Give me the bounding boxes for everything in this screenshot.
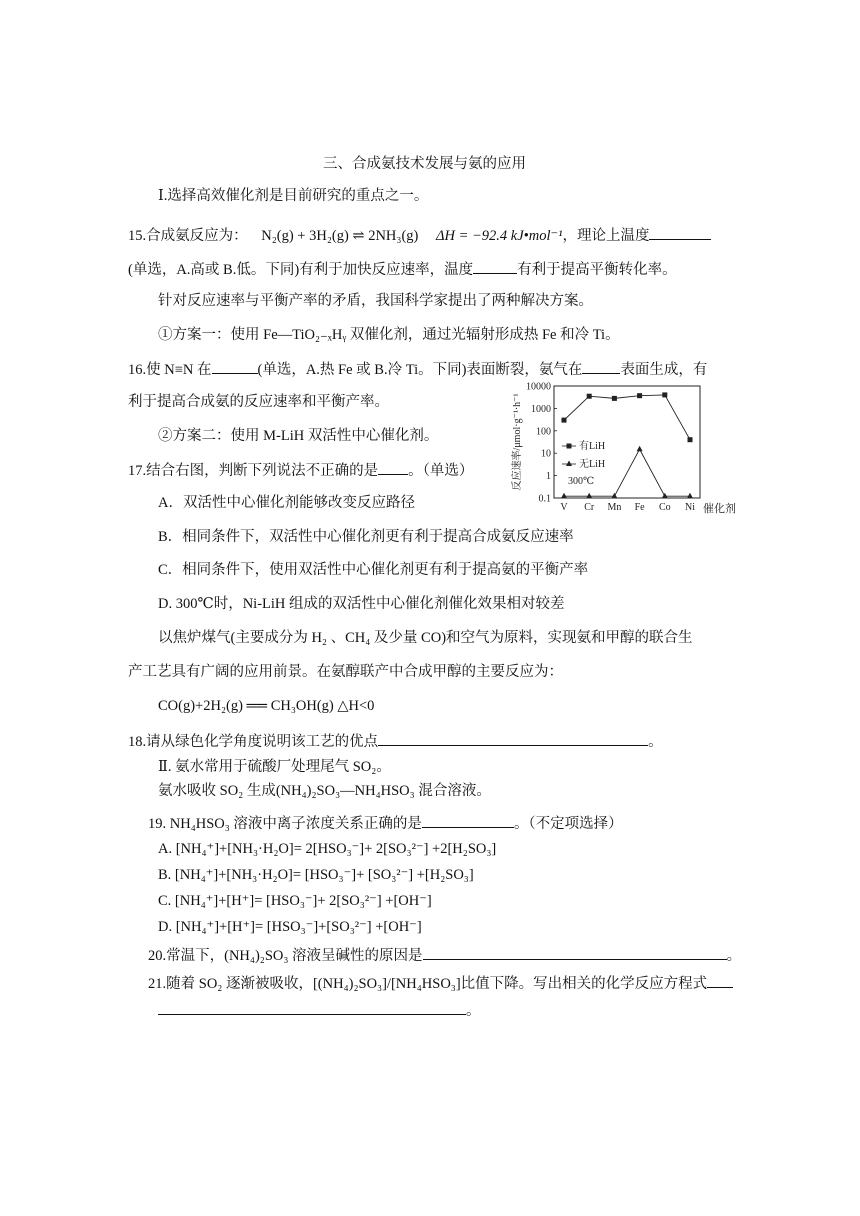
part1-heading: Ⅰ.选择高效催化剂是目前研究的重点之一。 — [158, 188, 429, 204]
x-tick-label: V — [560, 502, 568, 513]
q18-blank[interactable] — [378, 730, 648, 746]
q19-option-b: B. [NH₄⁺]+[NH₃·H₂O]= [HSO₃⁻]+ [SO₃²⁻] +[H₂SO₃] — [158, 867, 474, 883]
reaction-rate-chart — [506, 380, 738, 520]
section-title: 三、合成氨技术发展与氨的应用 — [323, 156, 526, 172]
methanol-equation: CO(g)+2H₂(g) ══ CH₃OH(g) △H<0 — [158, 698, 375, 714]
q19-stem — [148, 812, 623, 834]
intro-methanol-1: 以焦炉煤气(主要成分为 H₂ 、CH₄ 及少量 CO)和空气为原料，实现氨和甲醇的联合生 — [158, 630, 693, 646]
q19-option-a: A. [NH₄⁺]+[NH₃·H₂O]= 2[HSO₃⁻]+ 2[SO₃²⁻] +2[H₂SO₃] — [158, 841, 497, 857]
q15-blank-2[interactable] — [473, 258, 517, 274]
x-tick-label: Ni — [685, 502, 695, 513]
q18-text: 18.请从绿色化学角度说明该工艺的优点 — [128, 734, 379, 750]
x-tick-label: Fe — [634, 502, 645, 513]
data-point — [611, 493, 617, 499]
data-point — [662, 493, 668, 499]
legend-label-nolih: 无LiH — [579, 459, 606, 470]
q15-text-a: ，理论上温度 — [562, 228, 650, 244]
data-point — [562, 418, 567, 423]
q21-blank-2[interactable] — [158, 999, 466, 1015]
q15-equation: N₂(g) + 3H₂(g) ⇌ 2NH₃(g) — [261, 228, 419, 244]
legend-marker-nolih — [566, 461, 572, 467]
q16-blank-1[interactable] — [212, 358, 258, 374]
q16-blank-2[interactable] — [582, 358, 620, 374]
x-tick-label: Cr — [584, 502, 595, 513]
q16-line1-b: (单选，A.热 Fe 或 B.冷 Ti。下同)表面断裂，氨气在 — [257, 362, 583, 378]
y-tick-label: 10 — [541, 448, 551, 460]
q19-blank[interactable] — [422, 812, 514, 828]
y-axis-label: 反应速率/μmol·g⁻¹·h⁻¹ — [512, 393, 523, 491]
q16-line1-a: 16.使 N≡N 在 — [128, 362, 212, 378]
q20-end: 。 — [726, 948, 742, 964]
q18-end: 。 — [648, 734, 663, 750]
x-tick-label: Co — [658, 502, 671, 513]
part2-heading: Ⅱ. 氨水常用于硫酸厂处理尾气 SO₂。 — [158, 759, 391, 775]
q17-option-a: A．双活性中心催化剂能够改变反应路径 — [158, 495, 415, 511]
q16-line1 — [128, 358, 707, 380]
q15-line2 — [128, 258, 677, 280]
q15-line2-a: (单选，A.高或 B.低。下同)有利于加快反应速率，温度 — [128, 262, 474, 278]
q15-line2-b: 有利于提高平衡转化率。 — [517, 262, 677, 278]
intro-methanol-2: 产工艺具有广阔的应用前景。在氨醇联产中合成甲醇的主要反应为： — [128, 664, 563, 680]
q17-stem-a: 17.结合右图，判断下列说法不正确的是 — [128, 463, 379, 479]
q17-stem — [128, 459, 473, 481]
data-point — [687, 493, 693, 499]
q15-dh: ΔH = −92.4 kJ•mol⁻¹ — [435, 228, 563, 244]
q19-stem-a: 19. NH₄HSO₃ 溶液中离子浓度关系正确的是 — [148, 816, 422, 832]
q21-line1 — [148, 972, 733, 994]
q19-option-c: C. [NH₄⁺]+[H⁺]= [HSO₃⁻]+ 2[SO₃²⁻] +[OH⁻] — [158, 893, 432, 909]
q16-line1-c: 表面生成，有 — [620, 362, 708, 378]
data-point — [662, 392, 667, 397]
data-point — [637, 446, 643, 452]
q21-end: 。 — [466, 1003, 481, 1019]
y-axis-ticks — [526, 382, 557, 505]
legend — [562, 439, 605, 487]
q17-stem-b: 。（单选） — [408, 463, 474, 479]
part2-description: 氨水吸收 SO₂ 生成(NH₄)₂SO₃—NH₄HSO₃ 混合溶液。 — [158, 783, 491, 799]
y-tick-label: 1000 — [531, 403, 551, 415]
q19-option-d: D. [NH₄⁺]+[H⁺]= [HSO₃⁻]+[SO₃²⁻] +[OH⁻] — [158, 919, 422, 935]
x-axis-label: 催化剂 — [703, 503, 736, 515]
data-point — [561, 493, 567, 499]
series-line-0 — [564, 395, 690, 440]
q21-line2 — [158, 999, 481, 1021]
q18-line — [128, 730, 663, 752]
q17-option-b: B．相同条件下，双活性中心催化剂更有利于提高合成氨反应速率 — [158, 529, 574, 545]
data-point — [587, 394, 592, 399]
legend-label-lih: 有LiH — [579, 441, 606, 452]
intro-solutions: 针对反应速率与平衡产率的矛盾，我国科学家提出了两种解决方案。 — [158, 293, 593, 309]
series-line-1 — [564, 449, 690, 496]
q15-blank-1[interactable] — [649, 224, 711, 240]
x-tick-label: Mn — [607, 502, 622, 513]
data-point — [637, 393, 642, 398]
data-point — [586, 493, 592, 499]
q15-line1 — [128, 224, 711, 246]
data-point — [612, 396, 617, 401]
x-axis-ticks — [560, 502, 695, 513]
q20-blank[interactable] — [423, 944, 727, 960]
q21-text: 21.随着 SO₂ 逐渐被吸收，[(NH₄)₂SO₃]/[NH₄HSO₃]比值下降。写出相关的化学反应方程式 — [148, 976, 708, 992]
q20-line — [148, 944, 741, 966]
q17-option-d: D. 300℃时，Ni-LiH 组成的双活性中心催化剂催化效果相对较差 — [158, 596, 565, 612]
q16-line2: 利于提高合成氨的反应速率和平衡产率。 — [128, 394, 389, 410]
y-tick-label: 10000 — [526, 381, 551, 393]
temperature-annotation: 300℃ — [568, 476, 595, 487]
q15-prefix: 15.合成氨反应为： — [128, 228, 248, 244]
q17-blank[interactable] — [378, 459, 408, 475]
y-tick-label: 100 — [536, 426, 551, 438]
solution1: ①方案一：使用 Fe—TiO₂₋ₓHᵧ 双催化剂，通过光辐射形成热 Fe 和冷 Ti。 — [158, 327, 620, 343]
legend-marker-lih — [567, 444, 572, 449]
y-tick-label: 0.1 — [538, 493, 551, 505]
q17-option-c: C．相同条件下，使用双活性中心催化剂更有利于提高氨的平衡产率 — [158, 562, 589, 578]
q20-text: 20.常温下，(NH₄)₂SO₃ 溶液呈碱性的原因是 — [148, 948, 423, 964]
q21-blank-1[interactable] — [707, 972, 733, 988]
q19-stem-b: 。（不定项选择） — [513, 816, 623, 832]
y-tick-label: 1 — [546, 471, 551, 483]
data-point — [688, 437, 693, 442]
solution2: ②方案二：使用 M-LiH 双活性中心催化剂。 — [158, 428, 439, 444]
